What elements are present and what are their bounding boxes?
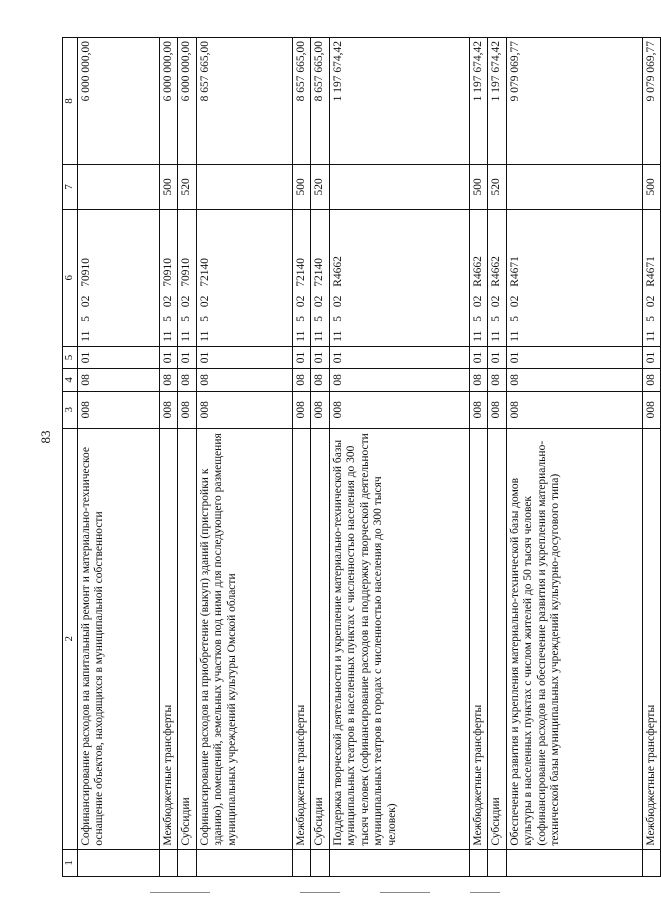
table-row xyxy=(469,38,488,877)
row-sum: 1 197 674,42 xyxy=(329,38,469,165)
table-row xyxy=(77,38,159,877)
row-sum: 1 197 674,42 xyxy=(488,38,507,165)
row-admin: 008 xyxy=(488,391,507,428)
row-sum: 9 079 069,77 xyxy=(506,38,642,165)
row-section: 08 xyxy=(196,369,292,391)
row-admin: 008 xyxy=(178,391,197,428)
row-sum: 8 657 665,00 xyxy=(292,38,311,165)
row-csr: 11 5 02 R4662 xyxy=(488,209,507,346)
row-csr: 11 5 02 72140 xyxy=(311,209,330,346)
row-vr: 520 xyxy=(311,165,330,210)
header-cell: 3 xyxy=(63,391,78,428)
row-section: 08 xyxy=(77,369,159,391)
row-section: 08 xyxy=(311,369,330,391)
row-vr: 520 xyxy=(178,165,197,210)
row-subsection: 01 xyxy=(488,346,507,368)
table-row xyxy=(488,38,507,877)
table-row xyxy=(178,38,197,877)
budget-table xyxy=(62,37,661,877)
row-admin: 008 xyxy=(292,391,311,428)
row-section: 08 xyxy=(642,369,661,391)
scan-mark xyxy=(380,892,430,893)
row-name: Субсидии xyxy=(311,428,330,849)
header-cell: 7 xyxy=(63,165,78,210)
table-row xyxy=(196,38,292,877)
row-admin: 008 xyxy=(196,391,292,428)
row-admin: 008 xyxy=(329,391,469,428)
row-admin: 008 xyxy=(469,391,488,428)
header-cell: 8 xyxy=(63,38,78,165)
row-csr: 11 5 02 70910 xyxy=(178,209,197,346)
row-csr: 11 5 02 70910 xyxy=(77,209,159,346)
page-number: 83 xyxy=(38,430,53,444)
row-csr: 11 5 02 72140 xyxy=(292,209,311,346)
row-subsection: 01 xyxy=(292,346,311,368)
budget-table-rotated xyxy=(62,37,657,877)
scan-mark xyxy=(300,892,340,893)
row-subsection: 01 xyxy=(311,346,330,368)
row-admin: 008 xyxy=(77,391,159,428)
row-section: 08 xyxy=(292,369,311,391)
header-cell: 4 xyxy=(63,369,78,391)
row-csr: 11 5 02 R4662 xyxy=(329,209,469,346)
table-row xyxy=(329,38,469,877)
header-cell: 6 xyxy=(63,209,78,346)
table-row xyxy=(642,38,661,877)
row-vr xyxy=(77,165,159,210)
row-name: Субсидии xyxy=(178,428,197,849)
row-sum: 9 079 069,77 xyxy=(642,38,661,165)
row-section: 08 xyxy=(469,369,488,391)
table-row xyxy=(506,38,642,877)
row-name: Межбюджетные трансферты xyxy=(469,428,488,849)
row-sum: 6 000 000,00 xyxy=(77,38,159,165)
row-vr: 500 xyxy=(642,165,661,210)
scan-edge-marks xyxy=(0,886,640,898)
table-row xyxy=(159,38,178,877)
header-cell: 1 xyxy=(63,849,78,876)
row-csr: 11 5 02 R4671 xyxy=(506,209,642,346)
row-section: 08 xyxy=(178,369,197,391)
row-subsection: 01 xyxy=(469,346,488,368)
row-subsection: 01 xyxy=(178,346,197,368)
row-subsection: 01 xyxy=(642,346,661,368)
row-name: Поддержка творческой деятельности и укрепление материально-технической базы муниципальных театров в населенных пунктах с численностью населения до 300 тысяч человек (софинансирование расходов на поддержку творческой деятельности муниципальных театров в городах с численностью населения до 300 тысяч человек) xyxy=(329,428,469,849)
row-subsection: 01 xyxy=(329,346,469,368)
row-section: 08 xyxy=(159,369,178,391)
row-vr: 520 xyxy=(488,165,507,210)
row-name: Софинансирование расходов на капитальный ремонт и материально-техническое оснащение объектов, находящихся в муниципальной собственности xyxy=(77,428,159,849)
row-section: 08 xyxy=(488,369,507,391)
scan-mark xyxy=(470,892,500,893)
row-sum: 8 657 665,00 xyxy=(311,38,330,165)
row-section: 08 xyxy=(506,369,642,391)
header-cell: 2 xyxy=(63,428,78,849)
header-cell: 5 xyxy=(63,346,78,368)
row-vr xyxy=(506,165,642,210)
row-section: 08 xyxy=(329,369,469,391)
row-sum: 1 197 674,42 xyxy=(469,38,488,165)
row-name: Обеспечение развития и укрепления материально-технической базы домов культуры в населенных пунктах с числом жителей до 50 тысяч человек (софинансирование расходов на обеспечение развития и укрепления материально-технической базы муниципальных учреждений культурно-досугового типа) xyxy=(506,428,642,849)
row-vr xyxy=(329,165,469,210)
row-csr: 11 5 02 R4671 xyxy=(642,209,661,346)
row-subsection: 01 xyxy=(77,346,159,368)
row-name: Межбюджетные трансферты xyxy=(642,428,661,849)
row-sum: 8 657 665,00 xyxy=(196,38,292,165)
row-name: Межбюджетные трансферты xyxy=(292,428,311,849)
row-vr: 500 xyxy=(469,165,488,210)
row-vr xyxy=(196,165,292,210)
row-csr: 11 5 02 72140 xyxy=(196,209,292,346)
row-name: Субсидии xyxy=(488,428,507,849)
row-sum: 6 000 000,00 xyxy=(178,38,197,165)
row-vr: 500 xyxy=(292,165,311,210)
row-admin: 008 xyxy=(506,391,642,428)
scan-mark xyxy=(150,892,210,893)
row-csr: 11 5 02 70910 xyxy=(159,209,178,346)
row-admin: 008 xyxy=(311,391,330,428)
row-name: Межбюджетные трансферты xyxy=(159,428,178,849)
table-row xyxy=(292,38,311,877)
row-admin: 008 xyxy=(159,391,178,428)
table-header-row xyxy=(63,38,78,877)
row-subsection: 01 xyxy=(196,346,292,368)
row-admin: 008 xyxy=(642,391,661,428)
row-vr: 500 xyxy=(159,165,178,210)
row-name: Софинансирование расходов на приобретение (выкуп) зданий (пристройки к зданию), помещений, земельных участков под ними для последующего размещения муниципальных учреждений культуры Омской области xyxy=(196,428,292,849)
table-row xyxy=(311,38,330,877)
row-csr: 11 5 02 R4662 xyxy=(469,209,488,346)
row-sum: 6 000 000,00 xyxy=(159,38,178,165)
row-subsection: 01 xyxy=(159,346,178,368)
row-subsection: 01 xyxy=(506,346,642,368)
